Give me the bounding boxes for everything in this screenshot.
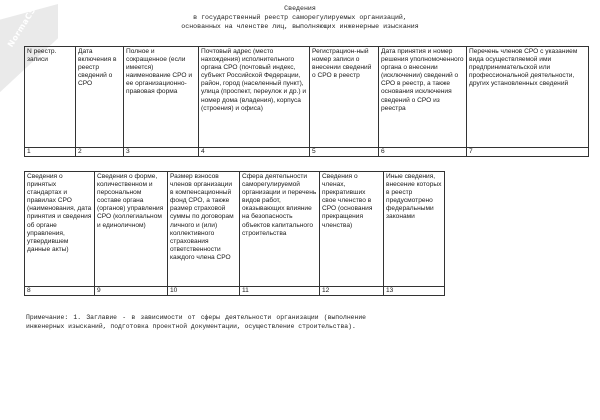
column-number: 2 xyxy=(76,148,124,157)
header-cell: Перечень членов СРО с указанием вида осуществляемой ими предпринимательской или профессиональной деятельности, других установленных сведений xyxy=(467,47,589,148)
header-cell: Почтовый адрес (место нахождения) исполнительного органа СРО (почтовый индекс, субъект Российской Федерации, район, город (населенный пункт), улица (проспект, переулок и др.) и номер дома (владения), корпуса (строения) и офиса) xyxy=(199,47,310,148)
column-number: 1 xyxy=(25,148,76,157)
column-number: 4 xyxy=(199,148,310,157)
header-cell: Регистрацион-ный номер записи о внесении сведений о СРО в реестр xyxy=(310,47,379,148)
column-number: 11 xyxy=(240,287,320,296)
header-cell: Сведения о членах, прекративших свое членство в СРО (основания прекращения членства) xyxy=(320,172,384,287)
column-number: 13 xyxy=(384,287,445,296)
footnote: Примечание: 1. Заглавие - в зависимости от сферы деятельности организации (выполнение инженерных изысканий, подготовка проектной документации, осуществление строительства). xyxy=(26,314,366,330)
header-cell: Дата принятия и номер решения уполномоченного органа о внесении (исключении) сведений о СРО в реестр, а также основания исключения сведений о СРО из реестра xyxy=(379,47,467,148)
registry-table-part-2 xyxy=(24,171,445,296)
column-number: 9 xyxy=(95,287,168,296)
heading-title: Сведения xyxy=(284,5,316,12)
header-cell: Сфера деятельности саморегулируемой организации и перечень видов работ, оказывающих влияние на безопасность объектов капитального строительства xyxy=(240,172,320,287)
registry-table-part-1 xyxy=(24,46,589,157)
column-number: 6 xyxy=(379,148,467,157)
column-number: 5 xyxy=(310,148,379,157)
heading-line-2: в государственный реестр саморегулируемых организаций, xyxy=(193,14,407,21)
header-cell: N реестр. записи xyxy=(25,47,76,148)
header-cell: Дата включения в реестр сведений о СРО xyxy=(76,47,124,148)
header-cell: Полное и сокращенное (если имеется) наименование СРО и ее организационно-правовая форма xyxy=(124,47,199,148)
column-number: 8 xyxy=(25,287,95,296)
header-cell: Сведения о принятых стандартах и правилах СРО (наименования, дата принятия и сведения об органе управления, утвердившем данные акты) xyxy=(25,172,95,287)
watermark-text: NormaCS xyxy=(6,5,38,49)
column-number: 12 xyxy=(320,287,384,296)
header-cell: Сведения о форме, количественном и персональном составе органа (органов) управления СРО (коллегиальном и единоличном) xyxy=(95,172,168,287)
heading-line-3: основанных на членстве лиц, выполняющих инженерные изыскания xyxy=(181,23,419,30)
column-number: 7 xyxy=(467,148,589,157)
header-cell: Размер взносов членов организации в компенсационный фонд СРО, а также размер страховой суммы по договорам личного и (или) коллективного страхования ответственности каждого члена СРО xyxy=(168,172,240,287)
header-cell: Иные сведения, внесение которых в реестр предусмотрено федеральными законами xyxy=(384,172,445,287)
document-heading xyxy=(0,4,600,31)
column-number: 10 xyxy=(168,287,240,296)
column-number: 3 xyxy=(124,148,199,157)
